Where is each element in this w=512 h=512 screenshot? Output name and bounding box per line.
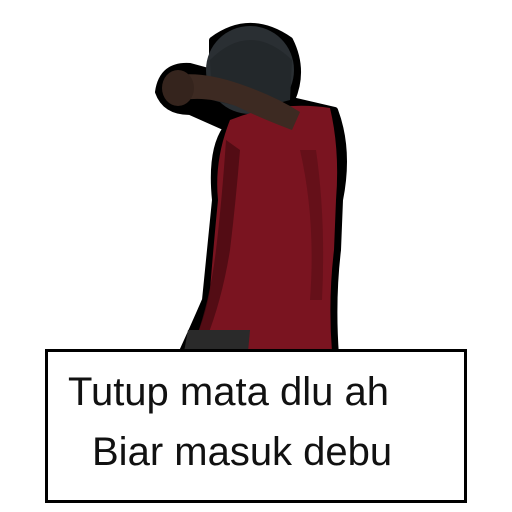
- caption-line-1: Tutup mata dlu ah: [68, 370, 389, 414]
- legs: [184, 330, 250, 352]
- caption-box: [48, 352, 464, 500]
- caption-line-2: Biar masuk debu: [92, 430, 393, 474]
- fist: [162, 70, 194, 106]
